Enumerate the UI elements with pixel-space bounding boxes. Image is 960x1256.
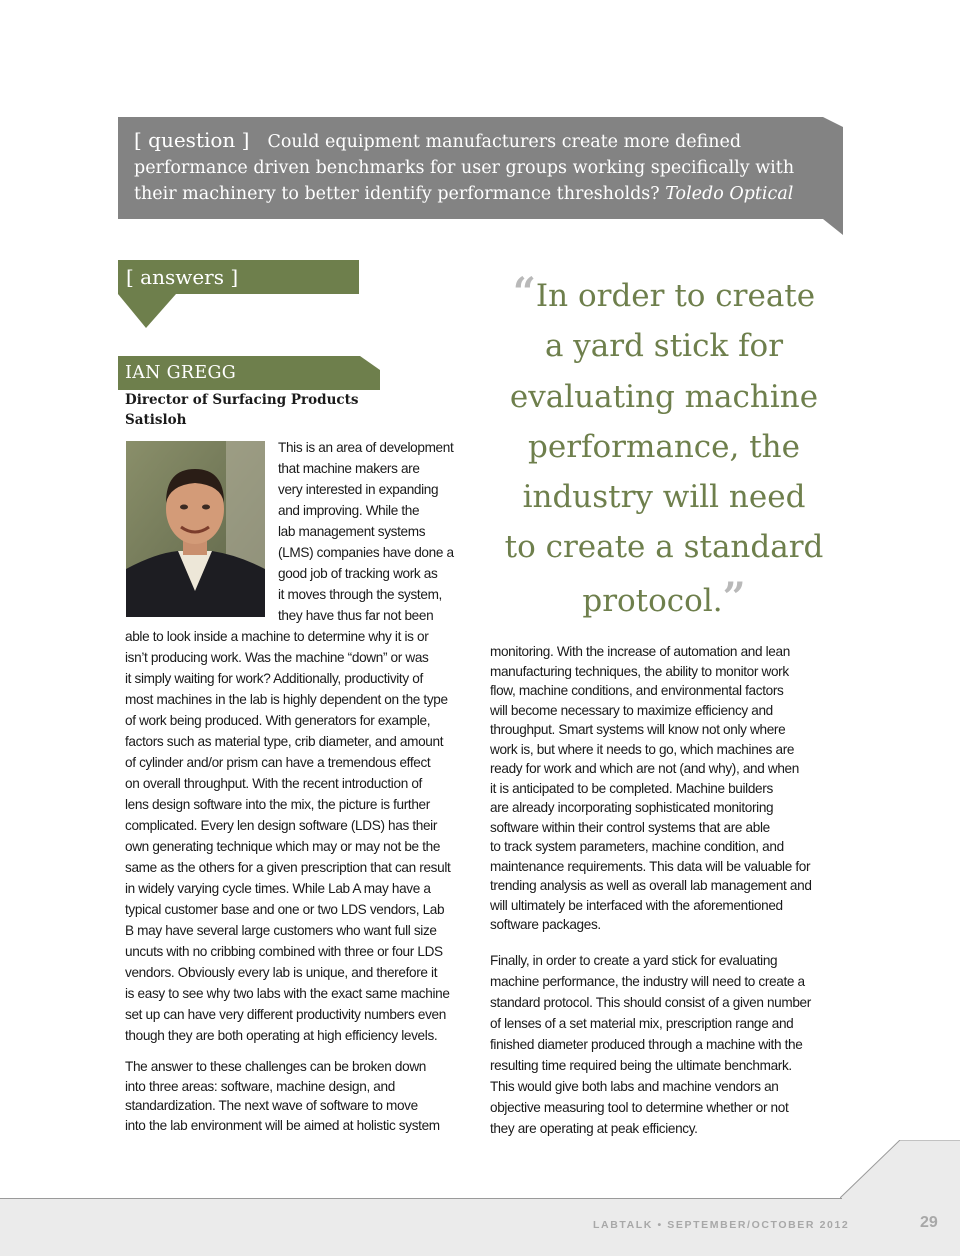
text-line: good job of tracking work as xyxy=(278,566,438,581)
text-line: trending analysis as well as overall lab management and xyxy=(490,878,812,893)
text-line: they are operating at peak efficiency. xyxy=(490,1121,698,1136)
text-line: complicated. Every len design software (LDS) has their xyxy=(125,818,438,833)
text-line: factors such as material type, crib diameter, and amount xyxy=(125,734,444,749)
text-line: that machine makers are xyxy=(278,461,420,476)
text-line: objective measuring tool to determine whether or not xyxy=(490,1100,789,1115)
open-quote-mark: “ xyxy=(512,269,536,316)
text-line: work is, but where it needs to go, which machines are xyxy=(490,741,795,757)
text-line: is easy to see why two labs with the exact same machine xyxy=(125,986,450,1001)
answers-pointer xyxy=(118,294,178,330)
footer-corner-fold xyxy=(840,1140,960,1200)
pull-quote-text: In order to create xyxy=(535,278,816,314)
pull-quote-line: a yard stick for xyxy=(544,328,784,365)
pull-quote xyxy=(488,268,840,626)
text-line: This would give both labs and machine vendors an xyxy=(490,1079,779,1094)
text-line: finished diameter produced through a machine with the xyxy=(490,1037,803,1052)
text-line: it is anticipated to be completed. Machine builders xyxy=(490,780,773,796)
text-line: they have thus far not been xyxy=(278,608,434,623)
text-line: of work being produced. With generators for example, xyxy=(125,713,431,728)
pull-quote-line: to create a standard xyxy=(504,529,824,566)
question-tag: [ question ] xyxy=(134,128,250,152)
text-line: into the lab environment will be aimed at holistic system xyxy=(125,1117,440,1133)
footer-publication: LABTALK • SEPTEMBER/OCTOBER 2012 xyxy=(593,1219,850,1231)
right-second-paragraph xyxy=(490,950,836,1139)
text-line: isn’t producing work. Was the machine “down” or was xyxy=(125,650,429,665)
text-line: same as the others for a given prescription that can result xyxy=(125,860,451,875)
left-wrap-text xyxy=(278,437,463,626)
right-first-paragraph xyxy=(490,642,836,935)
pull-quote-line: evaluating machine xyxy=(509,378,819,415)
text-line: (LMS) companies have done a xyxy=(278,545,454,560)
text-line: The answer to these challenges can be broken down xyxy=(125,1059,426,1074)
text-line: of lenses of a set material mix, prescription range and xyxy=(490,1016,794,1031)
person-company: Satisloh xyxy=(125,412,187,428)
text-line: will become necessary to maximize efficiency and xyxy=(490,702,773,718)
text-line: Finally, in order to create a yard stick for evaluating xyxy=(490,953,778,968)
text-line: able to look inside a machine to determine why it is or xyxy=(125,629,429,644)
text-line: set up can have very different productivity numbers even xyxy=(125,1007,446,1022)
page-number: 29 xyxy=(920,1214,938,1231)
text-line: flow, machine conditions, and environmental factors xyxy=(490,683,784,698)
person-title: Director of Surfacing Products xyxy=(125,392,359,408)
portrait-photo xyxy=(126,441,265,617)
pull-quote-text: protocol. xyxy=(582,582,723,619)
answers-label: [ answers ] xyxy=(126,265,239,289)
text-line: maintenance requirements. This data will be valuable for xyxy=(490,858,811,874)
text-line: though they are both operating at high efficiency levels. xyxy=(125,1028,438,1043)
text-line: throughput. Smart systems will know not only where xyxy=(490,722,786,737)
text-line: uncuts with no cribbing combined with three or four LDS xyxy=(125,944,443,959)
footer-rule xyxy=(0,1198,842,1199)
text-line: ready for work and which are not (and why), and when xyxy=(490,761,799,776)
person-name: IAN GREGG xyxy=(125,363,237,383)
question-text xyxy=(134,127,814,207)
text-line: own generating technique which may or may not be the xyxy=(125,839,441,854)
text-line: This is an area of development xyxy=(278,440,454,455)
pull-quote-line xyxy=(488,268,840,321)
text-line: are already incorporating sophisticated monitoring xyxy=(490,800,774,815)
text-line: will ultimately be interfaced with the aforementioned xyxy=(490,897,783,913)
text-line: machine performance, the industry will need to create a xyxy=(490,974,805,989)
text-line: lens design software into the mix, the picture is further xyxy=(125,797,430,812)
text-line: lab management systems xyxy=(278,524,426,539)
text-line: standardization. The next wave of software to move xyxy=(125,1098,418,1113)
text-line: standard protocol. This should consist of a given number xyxy=(490,995,811,1010)
pull-quote-line: industry will need xyxy=(522,479,806,516)
text-line: monitoring. With the increase of automation and lean xyxy=(490,644,790,659)
text-line: B may have several large customers who want full size xyxy=(125,923,437,938)
question-body: Could equipment manufacturers create more defined performance driven benchmarks for user groups working specifically with their machinery to better identify performance thresholds? xyxy=(134,132,795,204)
text-line: in widely varying cycle times. While Lab A may have a xyxy=(125,881,431,896)
text-line: manufacturing techniques, the ability to monitor work xyxy=(490,663,789,679)
pull-quote-line xyxy=(488,573,840,626)
text-line: of cylinder and/or prism can have a tremendous effect xyxy=(125,755,431,770)
text-line: and improving. While the xyxy=(278,503,420,518)
text-line: software packages. xyxy=(490,917,601,932)
text-line: into three areas: software, machine design, and xyxy=(125,1078,395,1094)
text-line: to track system parameters, machine condition, and xyxy=(490,839,784,854)
text-line: resulting time required being the ultimate benchmark. xyxy=(490,1058,792,1073)
text-line: very interested in expanding xyxy=(278,482,439,497)
text-line: it moves through the system, xyxy=(278,587,442,602)
pull-quote-line: performance, the xyxy=(528,428,800,465)
question-source: Toledo Optical xyxy=(665,184,794,204)
text-line: it simply waiting for work? Additionally, productivity of xyxy=(125,671,423,686)
text-line: most machines in the lab is highly dependent on the type xyxy=(125,692,448,707)
close-quote-mark: ” xyxy=(722,573,746,621)
left-main-paragraph xyxy=(125,626,471,1046)
text-line: on overall throughput. With the recent introduction of xyxy=(125,776,422,791)
text-line: software within their control systems that are able xyxy=(490,819,770,835)
left-second-paragraph xyxy=(125,1057,471,1135)
text-line: vendors. Obviously every lab is unique, and therefore it xyxy=(125,965,438,980)
question-banner-fold xyxy=(823,117,843,237)
text-line: typical customer base and one or two LDS vendors, Lab xyxy=(125,902,445,917)
